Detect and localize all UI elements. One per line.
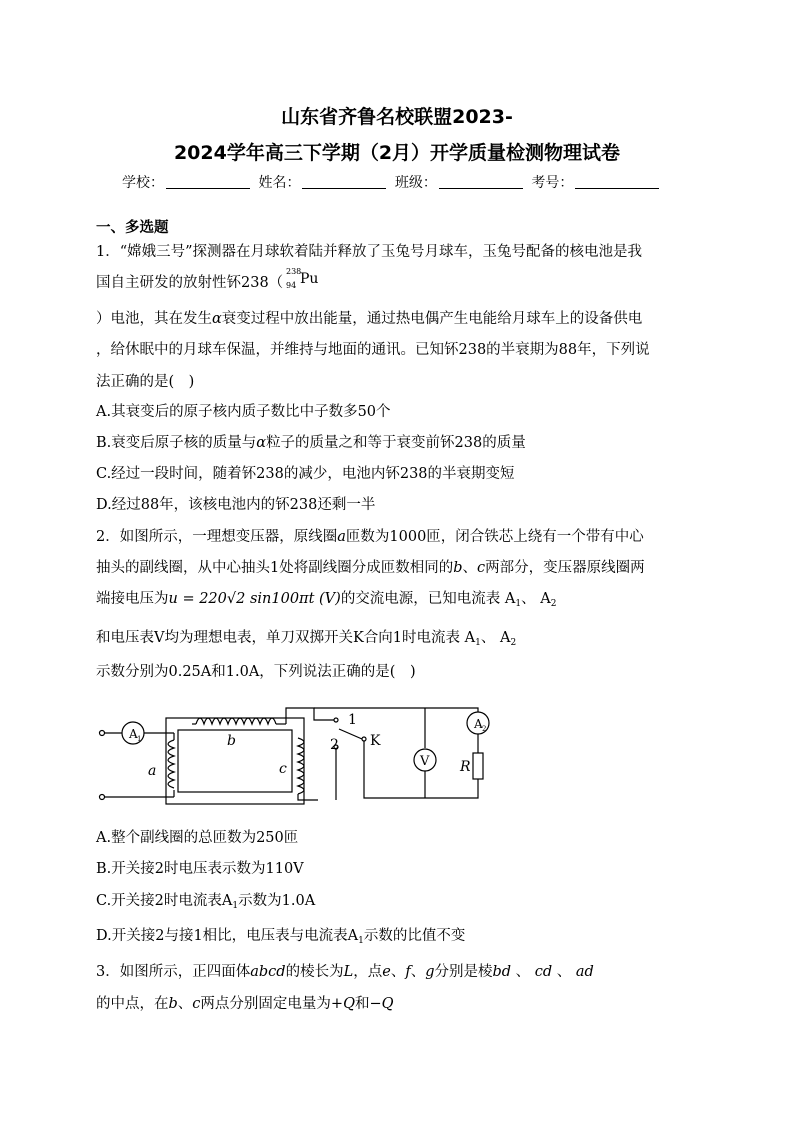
q1-option-b[interactable]: B.衰变后原子核的质量与α粒子的质量之和等于衰变前钚238的质量 <box>96 435 526 451</box>
q2-stem-line-1: 2．如图所示，一理想变压器，原线圈a匝数为1000匝，闭合铁芯上绕有一个带有中心 <box>96 529 644 545</box>
q2-stem-line-2: 抽头的副线圈，从中心抽头1处将副线圈分成匝数相同的b、c两部分，变压器原线圈两 <box>96 560 645 576</box>
q1-stem-line-1: 1．“嫦娥三号”探测器在月球软着陆并释放了玉兔号月球车，玉兔号配备的核电池是我 <box>96 244 643 260</box>
q1-option-a[interactable]: A.其衰变后的原子核内质子数比中子数多50个 <box>96 404 391 420</box>
q2-option-b[interactable]: B.开关接2时电压表示数为110V <box>96 861 304 877</box>
ammeter-a2-label: A <box>474 717 483 731</box>
switch-terminal-2-label: 2 <box>330 737 339 753</box>
voltmeter-label: V <box>420 754 430 769</box>
q3-stem-line-2: 的中点，在b、c两点分别固定电量为+Q和−Q <box>96 996 394 1012</box>
school-field[interactable] <box>166 174 250 189</box>
q1-option-d[interactable]: D.经过88年，该核电池内的钚238还剩一半 <box>96 497 376 513</box>
coil-c-label: c <box>279 761 287 777</box>
resistor-r-label: R <box>460 759 471 775</box>
q2-stem-line-4: 和电压表V均为理想电表，单刀双掷开关K合向1时电流表 $A_1$、 $A_2$ <box>96 630 517 648</box>
transformer-circuit-diagram <box>96 690 506 818</box>
class-label: 班级： <box>394 175 437 191</box>
switch-k-label: K <box>370 733 381 749</box>
ammeter-a1-label: A <box>129 727 138 741</box>
name-field[interactable] <box>302 174 386 189</box>
switch-terminal-1-label: 1 <box>348 712 357 728</box>
q2-option-c[interactable]: C.开关接2时电流表$A_1$示数为1.0A <box>96 893 316 911</box>
name-label: 姓名： <box>258 175 301 191</box>
voltage-formula: u = 220√2 sin100πt (V) <box>168 591 341 607</box>
q2-stem-line-3: 端接电压为u = 220√2 sin100πt (V)的交流电源，已知电流表 $A_1$、 $A_2$ <box>96 591 557 609</box>
number-field[interactable] <box>575 174 659 189</box>
q1-stem-line-2: 国自主研发的放射性钚238（ <box>96 275 284 291</box>
q1-stem-line-3: ）电池，其在发生α衰变过程中放出能量，通过热电偶产生电能给月球车上的设备供电 <box>96 311 643 327</box>
q2-option-d[interactable]: D.开关接2与接1相比，电压表与电流表$A_1$示数的比值不变 <box>96 928 466 946</box>
school-label: 学校： <box>122 175 164 191</box>
exam-title-line-1: 山东省齐鲁名校联盟2023- <box>281 106 513 128</box>
ammeter-a1-sub: 1 <box>137 735 142 743</box>
q1-stem-line-5: 法正确的是( ) <box>96 374 195 390</box>
q3-stem-line-1: 3．如图所示，正四面体abcd的棱长为L，点e、f、g分别是棱bd 、 cd 、 ad <box>96 964 594 980</box>
q1-option-c[interactable]: C.经过一段时间，随着钚238的减少，电池内钚238的半衰期变短 <box>96 466 515 482</box>
section-heading: 一、多选题 <box>96 220 169 236</box>
q1-stem-line-4: ，给休眠中的月球车保温，并维持与地面的通讯。已知钚238的半衰期为88年，下列说 <box>96 342 650 358</box>
coil-b-label: b <box>227 733 236 749</box>
number-label: 考号： <box>531 175 574 191</box>
nuclide-mass-number: 238 <box>286 267 302 276</box>
nuclide-atomic-number: 94 <box>286 281 297 290</box>
student-info-row <box>122 172 663 192</box>
coil-a-label: a <box>148 763 157 779</box>
exam-title-line-2: 2024学年高三下学期（2月）开学质量检测物理试卷 <box>173 142 621 164</box>
q2-option-a[interactable]: A.整个副线圈的总匝数为250匝 <box>96 830 299 846</box>
nuclide-element: Pu <box>300 271 319 287</box>
q2-stem-line-5: 示数分别为0.25A和1.0A，下列说法正确的是( ) <box>96 664 416 680</box>
ammeter-a2-sub: 2 <box>482 725 487 733</box>
class-field[interactable] <box>439 174 523 189</box>
